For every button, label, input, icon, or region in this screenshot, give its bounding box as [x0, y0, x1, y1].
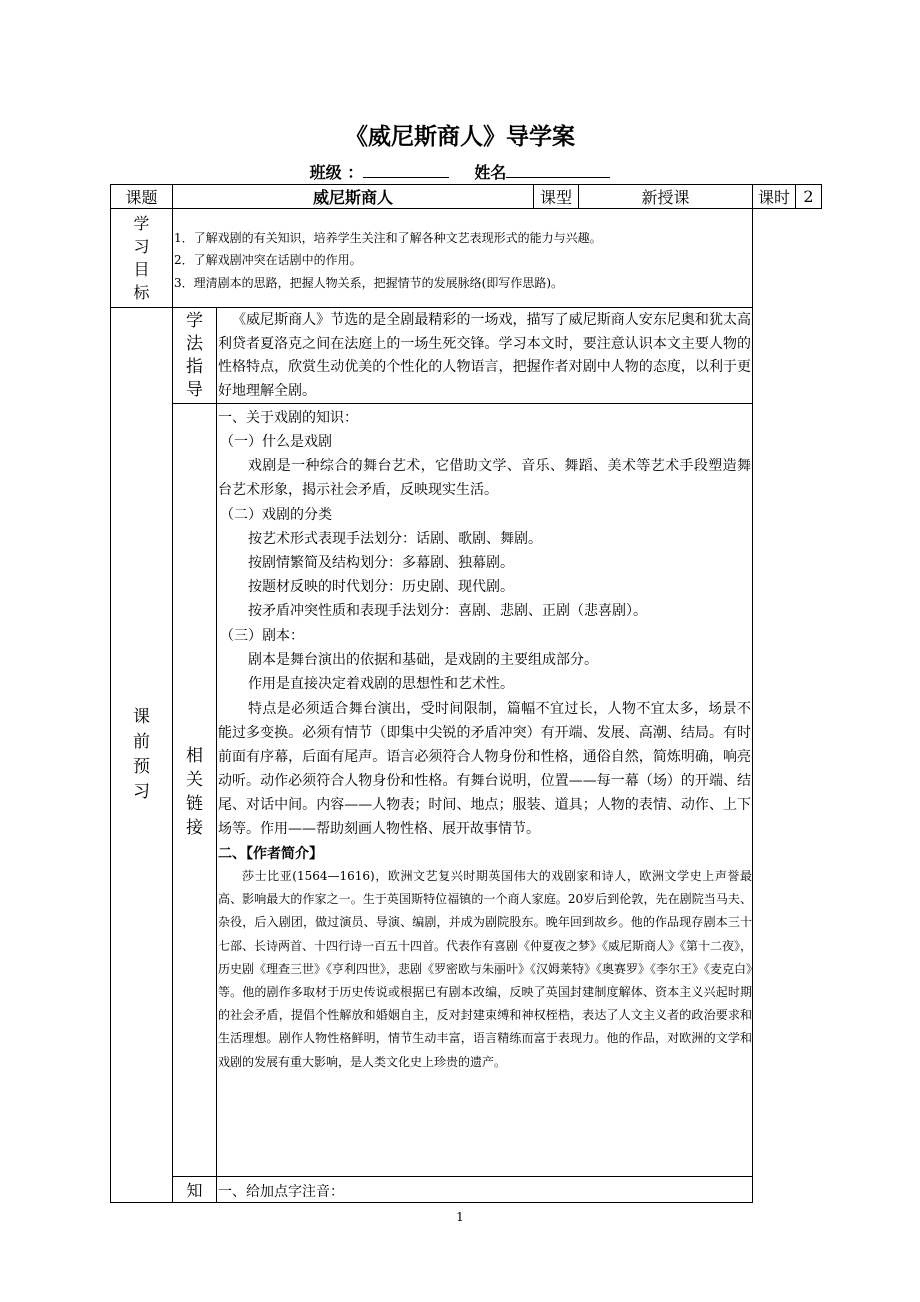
- type-value: 新授课: [641, 188, 690, 207]
- classification-item: 按艺术形式表现手法划分：话剧、歌剧、舞剧。: [248, 531, 542, 547]
- objectives-label: 学 习 目 标: [133, 214, 150, 302]
- section1c-title: （三）剧本：: [220, 628, 304, 644]
- knowledge-text: 一、给加点字注音：: [218, 1184, 344, 1200]
- hours-value: 2: [803, 187, 814, 206]
- class-name-line: [0, 160, 920, 183]
- topic-label: 课题: [125, 188, 158, 207]
- class-label: 班级 ：: [309, 163, 364, 182]
- method-text: 《威尼斯商人》节选的是全剧最精彩的一场戏，描写了威尼斯商人安东尼奥和犹太高利贷者夏洛克之间在法庭上的一场生死交锋。学习本文时，要注意认识本文主要人物的性格特点，欣赏生动优美的个性化的人物语言，把握作者对剧中人物的态度，以利于更好地理解全剧。: [218, 312, 751, 399]
- section2-title: 二、【作者简介】: [218, 846, 323, 862]
- document-title: 《威尼斯商人》导学案: [345, 124, 575, 150]
- preview-label: 课 前 预 习: [133, 707, 150, 802]
- objective-item: 3．理清剧本的思路，把握人物关系，把握情节的发展脉络(即写作思路)。: [174, 276, 564, 290]
- page-number: 1: [456, 1210, 464, 1224]
- script-features: 特点是必须适合舞台演出，受时间限制，篇幅不宜过长，人物不宜太多，场景不能过多变换。必须有情节（即集中尖锐的矛盾冲突）有开端、发展、高潮、结局。有时前面有序幕，后面有尾声。语言必须符合人物身份和性格，通俗自然，简炼明确，响亮动听。动作必须符合人物身份和性格。有舞台说明，位置——每一幕（场）的开端、结尾、对话中间。内容——人物表；时间、地点；服装、道具；人物的表情、动作、上下场等。作用——帮助刻画人物性格、展开故事情节。: [218, 701, 751, 837]
- topic-value: 威尼斯商人: [312, 188, 393, 207]
- classification-item: 按矛盾冲突性质和表现手法划分：喜剧、悲剧、正剧（悲喜剧）。: [248, 603, 647, 619]
- objective-item: 2．了解戏剧冲突在话剧中的作用。: [174, 253, 362, 267]
- section1a-title: （一）什么是戏剧: [220, 434, 332, 450]
- section1-title: 一、关于戏剧的知识：: [218, 410, 358, 426]
- knowledge-label: 知: [186, 1181, 203, 1200]
- classification-item: 按剧情繁简及结构划分：多幕剧、独幕剧。: [248, 555, 514, 571]
- method-label: 学 法 指 导: [186, 310, 203, 400]
- hours-label: 课时: [757, 188, 790, 207]
- section1b-title: （二）戏剧的分类: [220, 507, 332, 523]
- links-label: 相 关 链 接: [186, 746, 203, 838]
- script-line-1: 剧本是舞台演出的依据和基础，是戏剧的主要组成部分。: [248, 652, 598, 668]
- class-blank[interactable]: [363, 163, 449, 178]
- type-label: 课型: [539, 188, 572, 207]
- name-label: 姓名: [474, 163, 507, 182]
- section1a-text: 戏剧是一种综合的舞台艺术，它借助文学、音乐、舞蹈、美术等艺术手段塑造舞台艺术形象，揭示社会矛盾，反映现实生活。: [218, 458, 751, 498]
- script-line-2: 作用是直接决定着戏剧的思想性和艺术性。: [248, 676, 514, 692]
- objective-item: 1．了解戏剧的有关知识，培养学生关注和了解各种文艺表现形式的能力与兴趣。: [174, 231, 602, 245]
- classification-item: 按题材反映的时代划分：历史剧、现代剧。: [248, 579, 514, 595]
- name-blank[interactable]: [506, 163, 610, 178]
- author-bio: 莎士比亚(1564—1616)，欧洲文艺复兴时期英国伟大的戏剧家和诗人，欧洲文学史上声誉最高、影响最大的作家之一。生于英国斯特位福镇的一个商人家庭。20岁后到伦敦，先在剧院当马夫、杂役，后入剧团，做过演员、导演、编剧，并成为剧院股东。晚年回到故乡。他的作品现存剧本三十七部、长诗两首、十四行诗一百五十四首。代表作有喜剧《仲夏夜之梦》《威尼斯商人》《第十二夜》，历史剧《理查三世》《亨利四世》，悲剧《罗密欧与朱丽叶》《汉姆莱特》《奥赛罗》《李尔王》《麦克白》等。他的剧作多取材于历史传说或根据已有剧本改编，反映了英国封建制度解体、资本主义兴起时期的社会矛盾，提倡个性解放和婚姻自主，反对封建束缚和神权桎梏，表达了人文主义者的政治要求和生活理想。剧作人物性格鲜明，情节生动丰富，语言精练而富于表现力。他的作品，对欧洲的文学和戏剧的发展有重大影响，是人类文化史上珍贵的遗产。: [218, 869, 753, 1069]
